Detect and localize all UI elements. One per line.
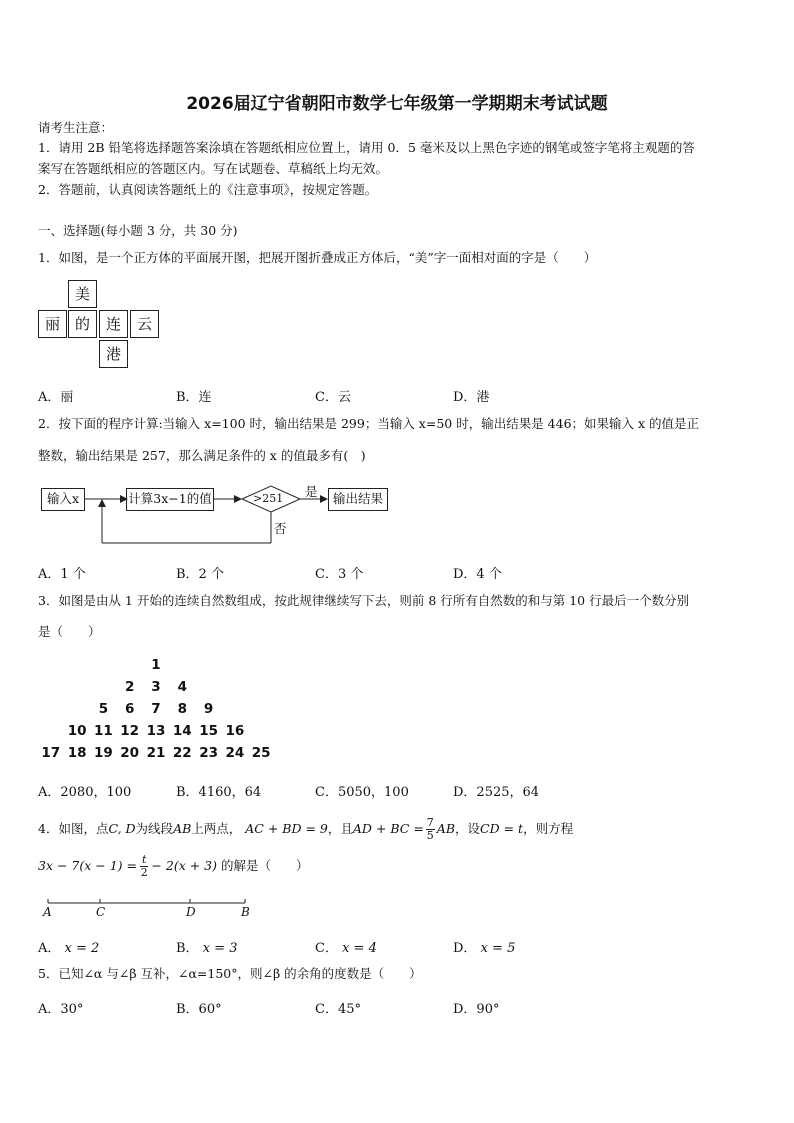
flow-no-label: 否 [274,521,287,536]
q4-condition-2-right: AB [436,821,456,836]
triangle-number: 19 [93,745,113,761]
triangle-number: 16 [225,723,245,739]
triangle-number: 14 [172,723,192,739]
notice-item-1-line-2: 案写在答题纸相应的答题区内。写在试题卷、草稿纸上均无效。 [38,161,389,176]
triangle-number: 11 [93,723,113,739]
triangle-number: 24 [225,745,245,761]
q2-stem-line-2: 整数，输出结果是 257，那么满足条件的 x 的值最多有( ) [38,448,366,463]
q4-option-b-label: B． [176,941,199,956]
triangle-number: 2 [124,679,135,695]
q4-condition-1: AC + BD = 9 [245,821,328,836]
q4-option-b [176,937,237,956]
q4-text-f: ，则方程 [523,821,574,836]
q4-text-d: ，且 [327,821,353,836]
triangle-number: 9 [203,701,214,717]
q4-condition-3: CD = t [480,821,524,836]
q4-stem-line-1 [38,817,573,842]
q4-option-d-label: D． [453,941,477,956]
q3-option-d: D．2525，64 [453,785,540,800]
triangle-number: 8 [177,701,187,717]
net-cell-middle: 的 [68,310,97,338]
q4-points-cd: C, D [108,821,136,836]
page-title: 2026届辽宁省朝阳市数学七年级第一学期期末考试试题 [186,94,608,114]
q4-segment-figure [40,895,260,925]
q3-stem-line-1: 3．如图是由从 1 开始的连续自然数组成，按此规律继续写下去，则前 8 行所有自然数的和与第 10 行最后一个数分别 [38,593,690,608]
q4-text-a: 4．如图，点 [38,821,109,836]
q4-text-c: 上两点， [191,821,242,836]
q3-stem-line-2: 是（ ） [38,624,101,639]
q5-stem: 5．已知∠α 与∠β 互补，∠α=150°，则∠β 的余角的度数是（ ） [38,966,422,981]
q2-option-a: A．1 个 [38,567,86,582]
q4-option-d-value: x = 5 [480,941,516,956]
net-cell-left: 丽 [38,310,67,338]
point-b-label: B [241,905,250,919]
triangle-number: 12 [120,723,140,739]
q1-option-b: B．连 [176,390,212,405]
flow-compute-box: 计算3x−1的值 [126,488,214,511]
triangle-number: 18 [67,745,87,761]
triangle-number: 13 [146,723,166,739]
flow-input-box: 输入x [41,488,85,511]
net-cell-bottom: 港 [99,340,128,368]
q5-option-c: C．45° [315,1002,361,1017]
notice-heading: 请考生注意： [38,120,114,135]
q4-option-a-label: A． [38,941,61,956]
q4-fraction-numerator: 7 [426,816,434,829]
q5-option-d: D．90° [453,1002,500,1017]
q1-option-d: D．港 [453,390,490,405]
q4-segment-ab: AB [173,821,192,836]
triangle-number: 10 [67,723,87,739]
q2-stem-line-1: 2．按下面的程序计算:当输入 x=100 时，输出结果是 299；当输入 x=50 时，输出结果是 446；如果输入 x 的值是正 [38,416,700,431]
flow-condition-label: >251 [253,492,284,505]
q4-option-c-label: C． [315,941,338,956]
net-cell-right-1: 连 [99,310,128,338]
triangle-number: 3 [151,679,161,695]
point-a-label: A [43,905,52,919]
q2-option-b: B．2 个 [176,567,224,582]
q1-option-a: A．丽 [38,390,74,405]
notice-item-2: 2．答题前，认真阅读答题纸上的《注意事项》，按规定答题。 [38,182,378,197]
q3-option-a: A．2080，100 [38,785,132,800]
q1-stem: 1．如图，是一个正方体的平面展开图，把展开图折叠成正方体后，“美”字一面相对面的字是（ ） [38,250,597,265]
q5-option-b: B．60° [176,1002,222,1017]
triangle-number: 21 [146,745,166,761]
triangle-number: 23 [199,745,218,761]
triangle-number: 5 [98,701,109,717]
q4-option-c [315,937,377,956]
section-heading: 一、选择题(每小题 3 分，共 30 分) [38,223,238,238]
triangle-number: 6 [124,701,135,717]
q5-option-a: A．30° [38,1002,84,1017]
q2-option-c: C．3 个 [315,567,364,582]
q4-text-g: 的解是（ ） [220,858,309,873]
notice-item-1-line-1: 1．请用 2B 铅笔将选择题答案涂填在答题纸相应位置上，请用 0．5 毫米及以上黑色字迹的钢笔或签字笔将主观题的答 [38,140,695,155]
flow-output-box: 输出结果 [328,488,388,511]
point-c-label: C [96,905,106,919]
q4-eq-fraction-denominator: 2 [140,866,148,879]
triangle-number: 25 [251,745,271,761]
q4-option-a [38,937,99,956]
point-d-label: D [186,905,196,919]
q2-option-d: D．4 个 [453,567,502,582]
net-cell-right-2: 云 [130,310,159,338]
q1-option-c: C．云 [315,390,351,405]
q4-option-a-value: x = 2 [64,941,100,956]
q3-option-c: C．5050，100 [315,785,409,800]
triangle-number: 17 [41,745,61,761]
q4-eq-fraction-numerator: t [142,853,147,866]
triangle-number: 1 [151,657,161,673]
q4-option-c-value: x = 4 [342,941,377,956]
flow-yes-label: 是 [305,484,318,499]
q4-option-d [453,937,515,956]
q4-fraction-7-5 [426,817,435,842]
triangle-number: 20 [120,745,140,761]
q4-equation-left: 3x − 7(x − 1) = [38,858,137,873]
q4-condition-2-left: AD + BC = [352,821,424,836]
q4-equation-fraction [140,854,148,879]
net-cell-top: 美 [68,280,97,308]
q4-option-b-value: x = 3 [202,941,238,956]
q4-fraction-denominator: 5 [426,829,434,842]
q4-text-b: 为线段 [135,821,174,836]
triangle-number: 22 [172,745,192,761]
triangle-number: 4 [177,679,187,695]
q3-option-b: B．4160，64 [176,785,262,800]
q4-text-e: ，设 [455,821,481,836]
triangle-number: 15 [199,723,218,739]
q4-stem-line-2 [38,854,309,879]
triangle-number: 7 [151,701,161,717]
q4-equation-right: − 2(x + 3) [151,858,217,873]
